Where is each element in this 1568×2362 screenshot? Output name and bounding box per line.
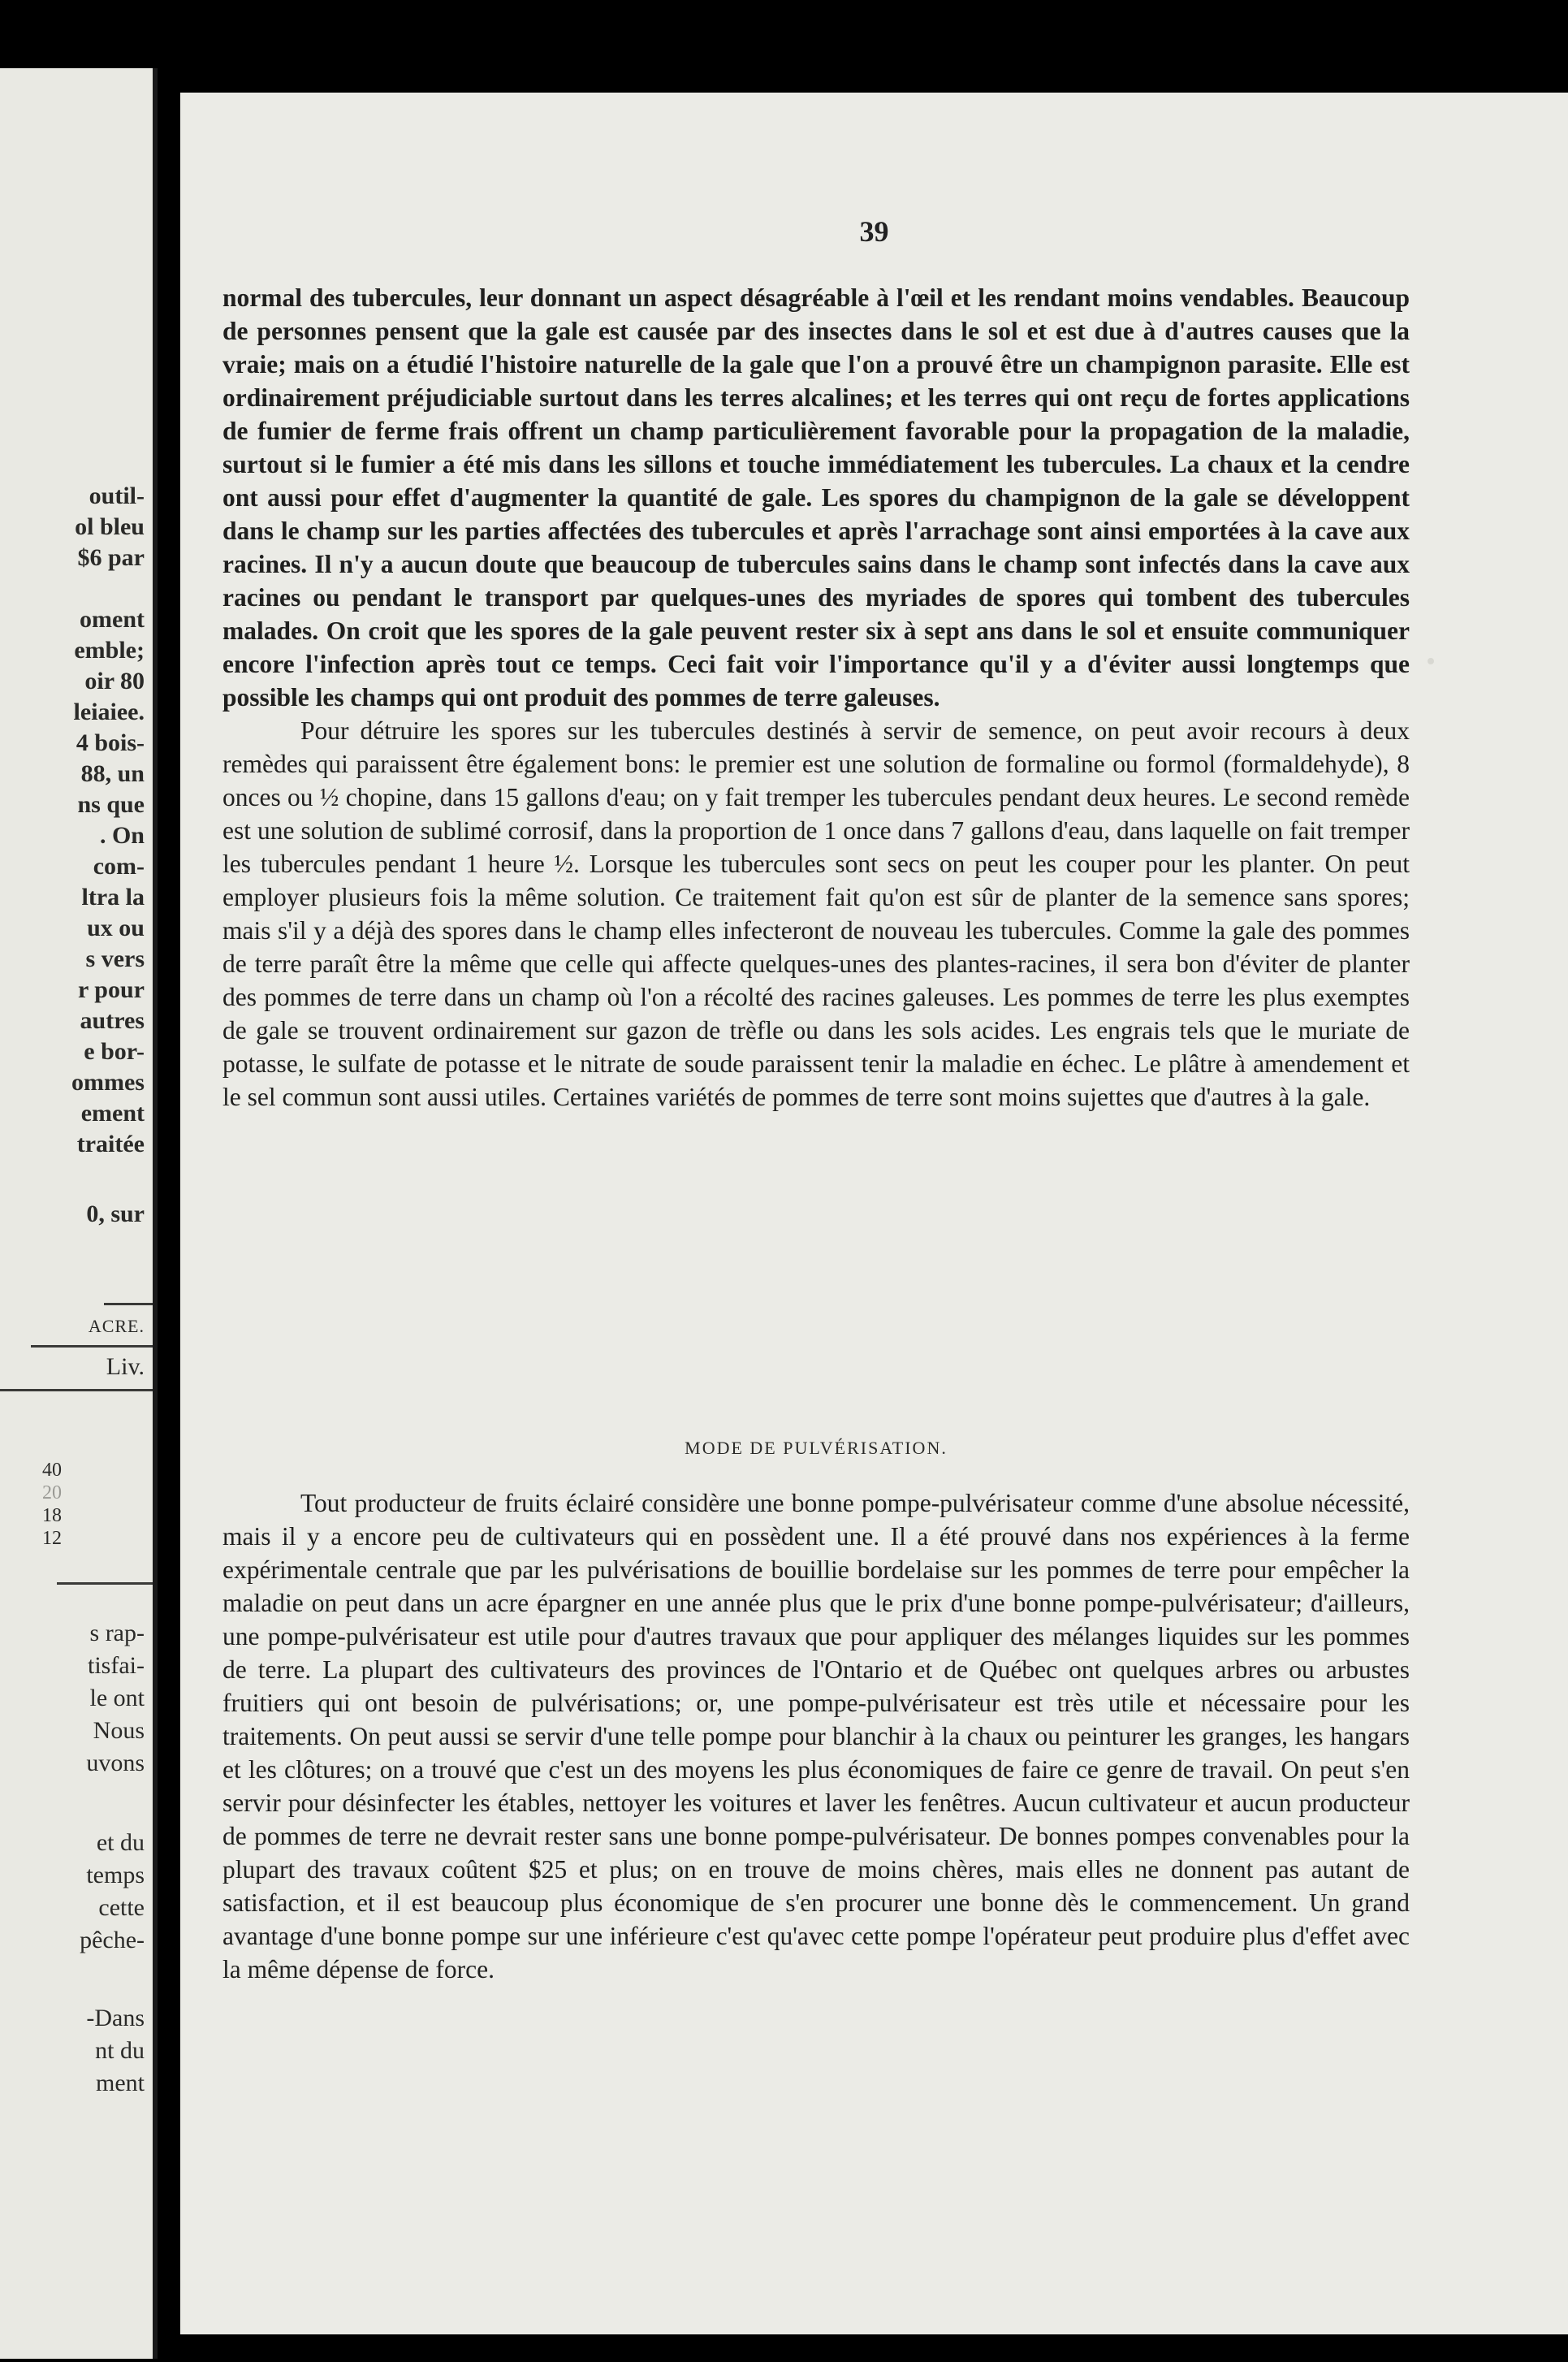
left-fragment: ux ou (87, 915, 145, 941)
left-fragment: ol bleu (75, 513, 145, 540)
left-fragment: s vers (85, 945, 145, 972)
left-fragment: ns que (77, 791, 145, 818)
left-fragment: Liv. (106, 1353, 145, 1380)
left-fragment: ltra la (81, 884, 145, 911)
paragraph-spray-pump: Tout producteur de fruits éclairé considère une bonne pompe-pulvérisateur comme d'une absolue nécessité, mais il y a encore peu de cultivateurs qui en possèdent une. Il a été prouvé dans nos expériences à la ferme expérimentale centrale que par les pulvérisations de bouillie bordelaise sur les pommes de terre pour empêcher la maladie on peut dans un acre épargner en une année plus que le prix d'une bonne pompe-pulvérisateur; d'ailleurs, une pompe-pulvérisateur est utile pour d'autres travaux que pour appliquer des mélanges liquides sur les pommes de terre. La plupart des cultivateurs des provinces de l'Ontario et de Québec ont quelques arbres ou arbustes fruitiers qui ont besoin de pulvérisations; or, une pompe-pulvérisateur est très utile et nécessaire pour les traitements. On peut aussi se servir d'une telle pompe pour blanchir à la chaux ou peinturer les granges, les hangars et les clôtures; on a trouvé que c'est un des moyens les plus économiques de faire ce genre de travail. On peut s'en servir pour désinfecter les étables, nettoyer les voitures et laver les fenêtres. Aucun cultivateur et aucun producteur de pommes de terre ne devrait rester sans une bonne pompe-pulvérisateur. De bonnes pompes convenables pour la plupart des travaux coûtent $25 et plus; on en trouve de moins chères, mais elles ne donnent pas autant de satisfaction, et il est beaucoup plus économique de s'en procurer une bonne dès le commencement. Un grand avantage d'une bonne pompe sur une inférieure c'est qu'avec cette pompe l'opérateur peut produire plus d'effet avec la même dépense de force. (222, 1489, 1410, 1983)
left-fragment: autres (80, 1007, 145, 1034)
left-fragment: oir 80 (84, 668, 145, 694)
right-page (180, 93, 1568, 2334)
table-rule (31, 1345, 153, 1348)
left-fragment: 0, sur (86, 1200, 145, 1227)
left-fragment: 88, un (80, 760, 145, 787)
paragraph-scab-spores: normal des tubercules, leur donnant un aspect désagréable à l'œil et les rendant moins vendables. Beaucoup de personnes pensent que la gale est causée par des insectes dans le sol et est due à d'autres causes que la vraie; mais on a étudié l'histoire naturelle de la gale que l'on a prouvé être un champignon parasite. Elle est ordinairement préjudiciable surtout dans les terres alcalines; et les terres qui ont reçu de fortes applications de fumier de ferme frais offrent un champ particulièrement favorable pour la propagation de la maladie, surtout si le fumier a été mis dans les sillons et touche immédiatement les tubercules. La chaux et la cendre ont aussi pour effet d'augmenter la quantité de gale. Les spores du champignon de la gale se développent dans le champ sur les parties affectées des tubercules et après l'arrachage sont ainsi emportées à la cave aux racines. Il n'y a aucun doute que beaucoup de tubercules sains dans le champ sont infectés dans la cave aux racines ou pendant le transport par quelques-unes des myriades de spores qui tombent des tubercules malades. On croit que les spores de la gale peuvent rester six à sept ans dans le sol et ensuite communiquer encore l'infection après tout ce temps. Ceci fait voir l'importance qu'il y a d'éviter aussi longtemps que possible les champs qui ont produit des pommes de terre galeuses. (222, 283, 1410, 712)
left-fragment: . On (99, 822, 145, 849)
left-fragment: 4 bois- (76, 729, 145, 756)
left-fragment: ACRE. (88, 1316, 145, 1336)
left-fragment: 12 (42, 1528, 62, 1549)
left-fragment: ommes (71, 1069, 145, 1096)
section-heading: MODE DE PULVÉRISATION. (685, 1438, 948, 1458)
left-fragment: oment (80, 606, 145, 633)
left-fragment: Nous (93, 1717, 145, 1744)
left-fragment: tisfai- (88, 1652, 145, 1679)
left-fragment: traitée (76, 1131, 145, 1157)
left-fragment: uvons (86, 1750, 145, 1776)
left-fragment: nt du (95, 2037, 145, 2064)
left-fragment: le ont (89, 1685, 145, 1711)
page-speck (1428, 658, 1434, 664)
left-fragment: pêche- (80, 1927, 145, 1953)
left-fragment: 40 (42, 1460, 62, 1481)
left-page-margin (0, 68, 158, 2359)
table-rule (57, 1582, 153, 1585)
left-fragment: et du (96, 1829, 145, 1856)
left-fragment: temps (86, 1862, 145, 1888)
left-fragment: ement (80, 1100, 145, 1127)
left-fragment: e bor- (84, 1038, 145, 1065)
paragraph-seed-treatment: Pour détruire les spores sur les tubercules destinés à servir de semence, on peut avoir recours à deux remèdes qui paraissent être également bons: le premier est une solution de formaline ou formol (formaldehyde), 8 onces ou ½ chopine, dans 15 gallons d'eau; on y fait tremper les tubercules pendant deux heures. Le second remède est une solution de sublimé corrosif, dans la proportion de 1 once dans 7 gallons d'eau, dans laquelle on fait tremper les tubercules pendant 1 heure ½. Lorsque les tubercules sont secs on peut les couper pour les planter. On peut employer plusieurs fois la même solution. Ce traitement fait qu'on est sûr de planter de la semence sans spores; mais s'il y a déjà des spores dans le champ elles infecteront de nouveau les tubercules. Comme la gale des pommes de terre paraît être la même que celle qui affecte quelques-unes des plantes-racines, il sera bon d'éviter de planter des pommes de terre dans un champ où l'on a récolté des racines galeuses. Les pommes de terre les plus exemptes de gale se trouvent ordinairement sur gazon de trèfle ou dans les sols acides. Les engrais tels que le muriate de potasse, le sulfate de potasse et le nitrate de soude paraissent tenir la maladie en échec. Le plâtre à amendement et le sel commun sont aussi utiles. Certaines variétés de pommes de terre sont moins sujettes que d'autres à la gale. (222, 716, 1410, 1111)
page-number: 39 (859, 215, 889, 248)
left-fragment: ment (96, 2070, 145, 2096)
left-fragment: $6 par (77, 544, 145, 571)
left-fragment: -Dans (86, 2005, 145, 2031)
left-fragment: cette (98, 1894, 145, 1921)
left-fragment: s rap- (89, 1620, 145, 1646)
lower-text-block (222, 1486, 1410, 1986)
left-fragment: 18 (42, 1505, 62, 1526)
table-rule (0, 1389, 153, 1391)
left-fragment: 20 (42, 1482, 62, 1503)
left-fragment: leiaiee. (73, 699, 145, 725)
left-fragment: r pour (78, 976, 145, 1003)
left-fragment: outil- (89, 482, 145, 509)
upper-text-block (222, 281, 1410, 1114)
left-fragment: emble; (74, 637, 145, 664)
left-fragment: com- (93, 853, 145, 880)
table-rule (104, 1303, 153, 1305)
